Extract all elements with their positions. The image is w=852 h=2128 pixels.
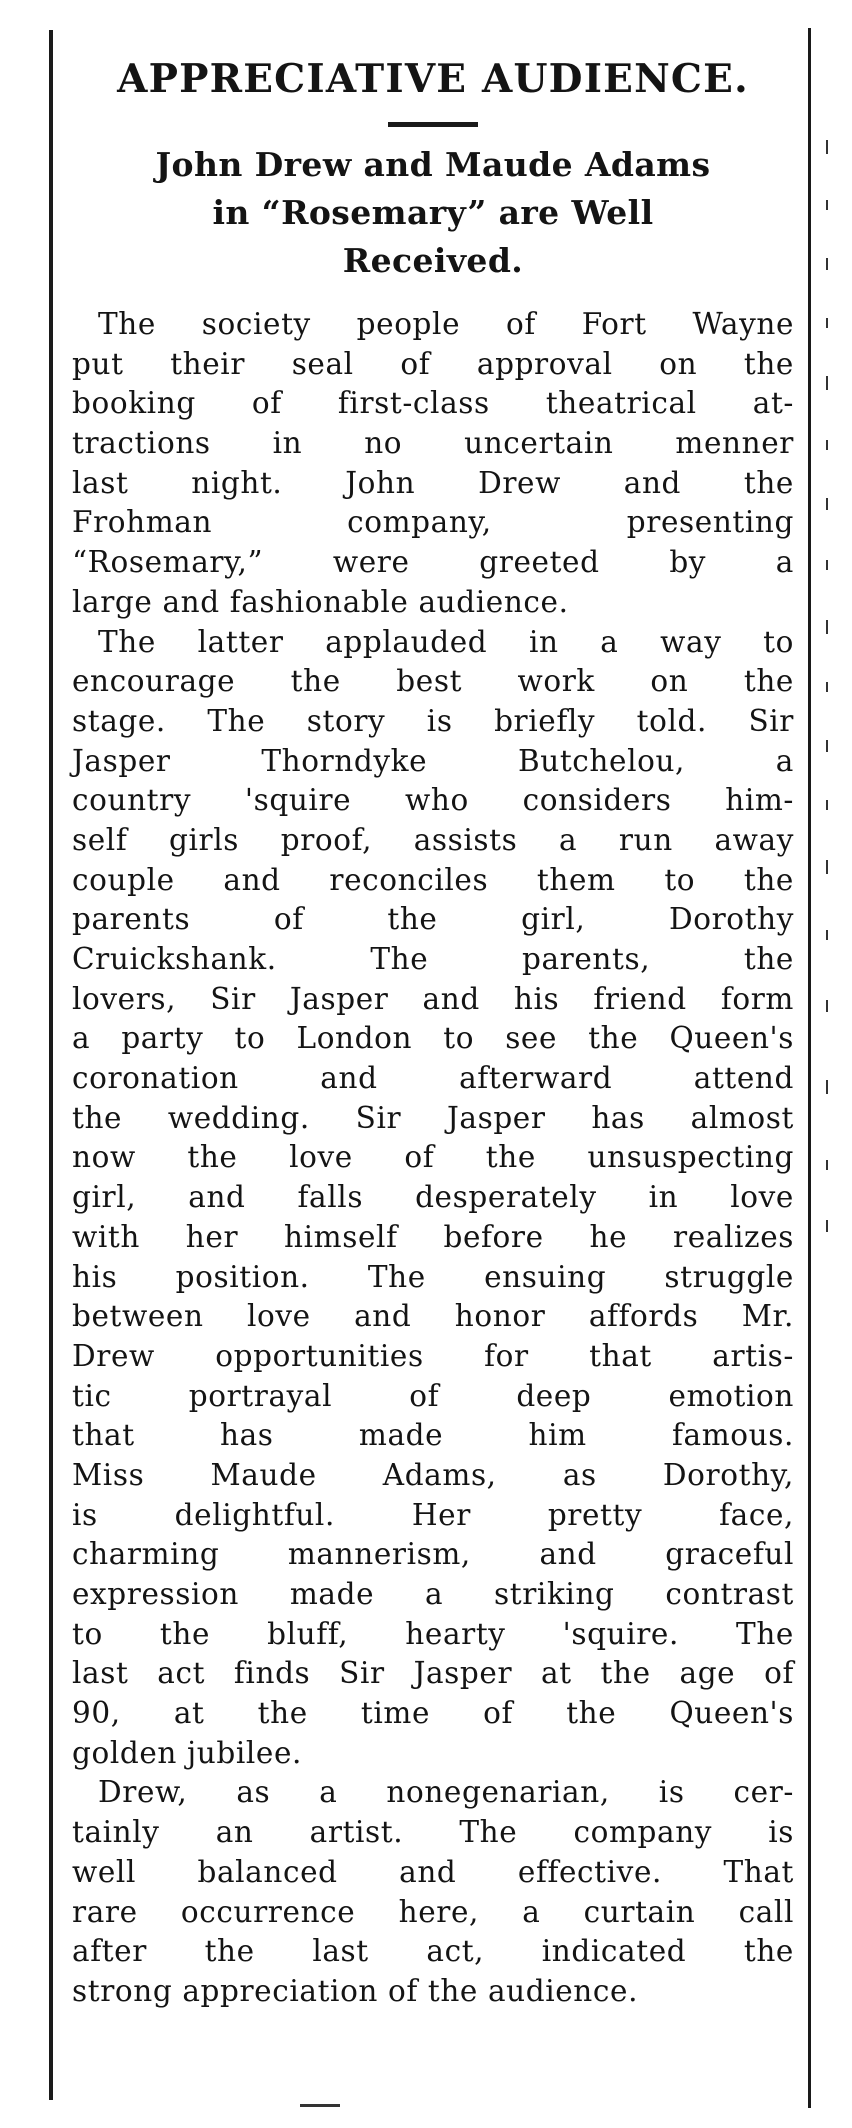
headline: APPRECIATIVE AUDIENCE. [117,56,749,102]
paragraph-line: tractions in no uncertain menner [72,426,794,461]
paragraph-line: self girls proof, assists a run away [72,822,794,857]
paragraph-line: country 'squire who considers him- [72,783,794,818]
paragraph-line: golden jubilee. [72,1735,302,1770]
paragraph-line: to the bluff, hearty 'squire. The [72,1616,794,1651]
paragraph-line: encourage the best work on the [72,664,794,699]
paragraph-line: Jasper Thorndyke Butchelou, a [72,743,794,778]
paragraph-line: Cruickshank. The parents, the [72,942,794,976]
paragraph-line: couple and reconciles them to the [72,862,794,897]
subheadline-line: Received. [342,241,524,280]
paragraph-line: that has made him famous. [72,1418,794,1453]
paragraph-line: is delightful. Her pretty face, [72,1497,794,1532]
paragraph-line: after the last act, indicated the [72,1934,794,1969]
paragraph-line: tic portrayal of deep emotion [72,1378,794,1413]
paragraph-line: Frohman company, presenting [72,505,794,540]
paragraph-line: large and fashionable audience. [72,584,569,619]
paragraph-line: lovers, Sir Jasper and his friend form [72,981,794,1016]
paragraph-line: parents of the girl, Dorothy [72,902,794,937]
paragraph-line: Drew, as a nonegenarian, is cer- [98,1775,794,1810]
paragraph-line: booking of first-class theatrical at- [72,386,794,421]
headline-divider [388,122,478,127]
paragraph-line: last night. John Drew and the [72,465,794,500]
paragraph-line: tainly an artist. The company is [72,1815,794,1850]
paragraph-line: strong appreciation of the audience. [72,1973,639,2008]
column-end-mark [300,2104,340,2107]
paragraph-line: a party to London to see the Queen's [72,1021,794,1056]
paragraph-line: expression made a striking contrast [72,1577,794,1611]
paragraph-line: “Rosemary,” were greeted by a [72,545,794,580]
paragraph [72,623,794,1774]
article [72,30,794,2012]
paragraph-line: The latter applauded in a way to [98,624,794,659]
adjacent-column-fragments [826,140,830,1240]
paragraph-line: between love and honor affords Mr. [72,1299,794,1334]
paragraph-line: The society people of Fort Wayne [98,307,794,341]
paragraph-line: with her himself before he realizes [72,1219,794,1254]
left-column-rule [49,30,53,2100]
article-body [72,305,794,2012]
subheadline [72,141,794,285]
paragraph-line: put their seal of approval on the [72,346,794,381]
paragraph-line: well balanced and effective. That [72,1854,794,1889]
subheadline-line: in “Rosemary” are Well [212,193,654,232]
paragraph-line: last act finds Sir Jasper at the age of [72,1656,794,1691]
paragraph-line: the wedding. Sir Jasper has almost [72,1100,794,1135]
paragraph-line: girl, and falls desperately in love [72,1180,794,1215]
paragraph-line: stage. The story is briefly told. Sir [72,703,794,738]
paragraph-line: his position. The ensuing struggle [72,1259,794,1294]
paragraph-line: charming mannerism, and graceful [72,1537,794,1572]
paragraph-line: Drew opportunities for that artis- [72,1338,794,1373]
right-column-rule [808,28,811,2108]
paragraph-line: rare occurrence here, a curtain call [72,1894,794,1929]
paragraph-line: Miss Maude Adams, as Dorothy, [72,1457,794,1492]
paragraph-line: coronation and afterward attend [72,1061,794,1096]
paragraph-line: 90, at the time of the Queen's [72,1696,794,1731]
paragraph [72,1773,794,2011]
paragraph-line: now the love of the unsuspecting [72,1140,794,1175]
paragraph [72,305,794,623]
subheadline-line: John Drew and Maude Adams [155,145,711,184]
